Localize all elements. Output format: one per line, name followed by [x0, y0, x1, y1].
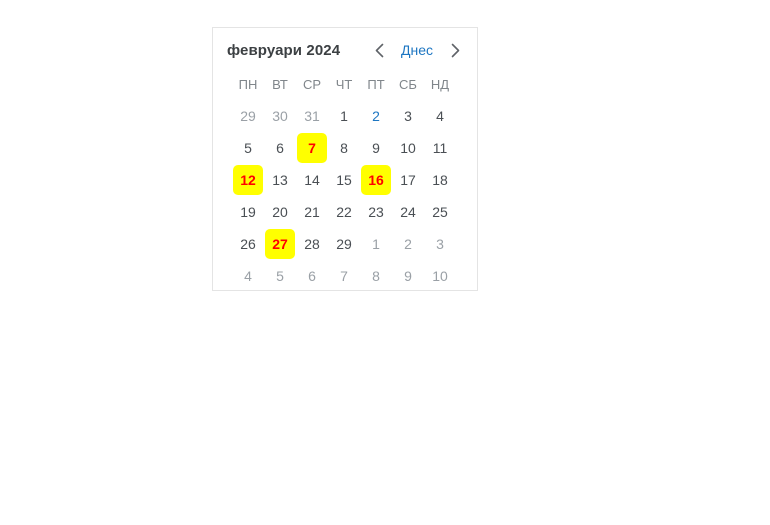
weekday-label: ПТ [367, 76, 385, 92]
day-cell[interactable] [424, 164, 456, 196]
day-number: 13 [272, 172, 288, 188]
weekday-label: ВТ [272, 76, 288, 92]
day-cell[interactable] [424, 132, 456, 164]
day-number: 24 [400, 204, 416, 220]
calendar-header [213, 38, 477, 62]
day-number: 8 [372, 268, 380, 284]
day-cell[interactable] [296, 164, 328, 196]
day-cell[interactable] [264, 260, 296, 292]
prev-month-button[interactable] [371, 40, 387, 60]
day-number: 21 [304, 204, 320, 220]
day-cell[interactable] [232, 260, 264, 292]
day-number: 14 [304, 172, 320, 188]
day-number: 29 [240, 108, 256, 124]
day-cell[interactable] [328, 196, 360, 228]
day-number: 5 [244, 140, 252, 156]
day-number: 29 [336, 236, 352, 252]
day-grid [232, 100, 477, 292]
day-number: 2 [404, 236, 412, 252]
day-cell[interactable] [392, 164, 424, 196]
day-cell[interactable] [392, 228, 424, 260]
day-number: 6 [276, 140, 284, 156]
day-number: 12 [233, 165, 263, 195]
day-cell[interactable] [360, 260, 392, 292]
day-number: 4 [436, 108, 444, 124]
calendar-nav [371, 40, 463, 60]
day-cell[interactable] [264, 100, 296, 132]
day-cell[interactable] [360, 100, 392, 132]
day-number: 10 [432, 268, 448, 284]
day-number: 28 [304, 236, 320, 252]
day-cell[interactable] [296, 100, 328, 132]
day-number: 4 [244, 268, 252, 284]
day-number: 11 [432, 140, 448, 156]
day-cell[interactable] [264, 196, 296, 228]
day-number: 3 [404, 108, 412, 124]
day-cell[interactable] [232, 228, 264, 260]
day-number: 2 [372, 108, 380, 124]
day-number: 26 [240, 236, 256, 252]
month-year-title: февруари 2024 [227, 41, 341, 59]
day-cell[interactable] [360, 164, 392, 196]
next-month-button[interactable] [447, 40, 463, 60]
day-number: 1 [372, 236, 380, 252]
day-cell[interactable] [392, 196, 424, 228]
day-number: 6 [308, 268, 316, 284]
day-number: 19 [240, 204, 256, 220]
day-cell[interactable] [360, 228, 392, 260]
day-number: 1 [340, 108, 348, 124]
day-number: 15 [336, 172, 352, 188]
day-cell[interactable] [392, 100, 424, 132]
day-number: 9 [404, 268, 412, 284]
day-cell[interactable] [360, 132, 392, 164]
day-number: 22 [336, 204, 352, 220]
weekday-label: СР [302, 76, 322, 92]
day-number: 30 [272, 108, 288, 124]
day-cell[interactable] [264, 132, 296, 164]
day-cell[interactable] [328, 100, 360, 132]
day-cell[interactable] [424, 260, 456, 292]
day-number: 5 [276, 268, 284, 284]
day-cell[interactable] [232, 196, 264, 228]
chevron-left-icon [375, 43, 384, 58]
day-cell[interactable] [424, 228, 456, 260]
day-number: 7 [297, 133, 327, 163]
today-button[interactable]: Днес [401, 42, 433, 58]
day-cell[interactable] [328, 164, 360, 196]
day-number: 20 [272, 204, 288, 220]
day-number: 17 [400, 172, 416, 188]
day-cell[interactable] [424, 100, 456, 132]
day-cell[interactable] [232, 100, 264, 132]
weekday-label: ЧТ [335, 76, 353, 92]
day-cell[interactable] [392, 132, 424, 164]
day-number: 10 [400, 140, 416, 156]
day-number: 7 [340, 268, 348, 284]
day-cell[interactable] [360, 196, 392, 228]
weekday-label: СБ [399, 76, 417, 92]
day-cell[interactable] [296, 260, 328, 292]
day-cell[interactable] [328, 228, 360, 260]
day-cell[interactable] [232, 164, 264, 196]
weekday-label: НД [430, 76, 450, 92]
day-cell[interactable] [328, 260, 360, 292]
day-cell[interactable] [264, 228, 296, 260]
day-number: 8 [340, 140, 348, 156]
weekday-row [232, 68, 477, 100]
day-number: 18 [432, 172, 448, 188]
calendar-widget [212, 27, 478, 291]
day-cell[interactable] [296, 228, 328, 260]
day-cell[interactable] [392, 260, 424, 292]
day-cell[interactable] [232, 132, 264, 164]
day-number: 16 [361, 165, 391, 195]
day-number: 9 [372, 140, 380, 156]
day-cell[interactable] [328, 132, 360, 164]
day-number: 31 [304, 108, 320, 124]
day-number: 3 [436, 236, 444, 252]
day-number: 27 [265, 229, 295, 259]
chevron-right-icon [451, 43, 460, 58]
day-number: 23 [368, 204, 384, 220]
day-number: 25 [432, 204, 448, 220]
day-cell[interactable] [264, 164, 296, 196]
day-cell[interactable] [296, 132, 328, 164]
day-cell[interactable] [424, 196, 456, 228]
day-cell[interactable] [296, 196, 328, 228]
weekday-label: ПН [238, 76, 258, 92]
